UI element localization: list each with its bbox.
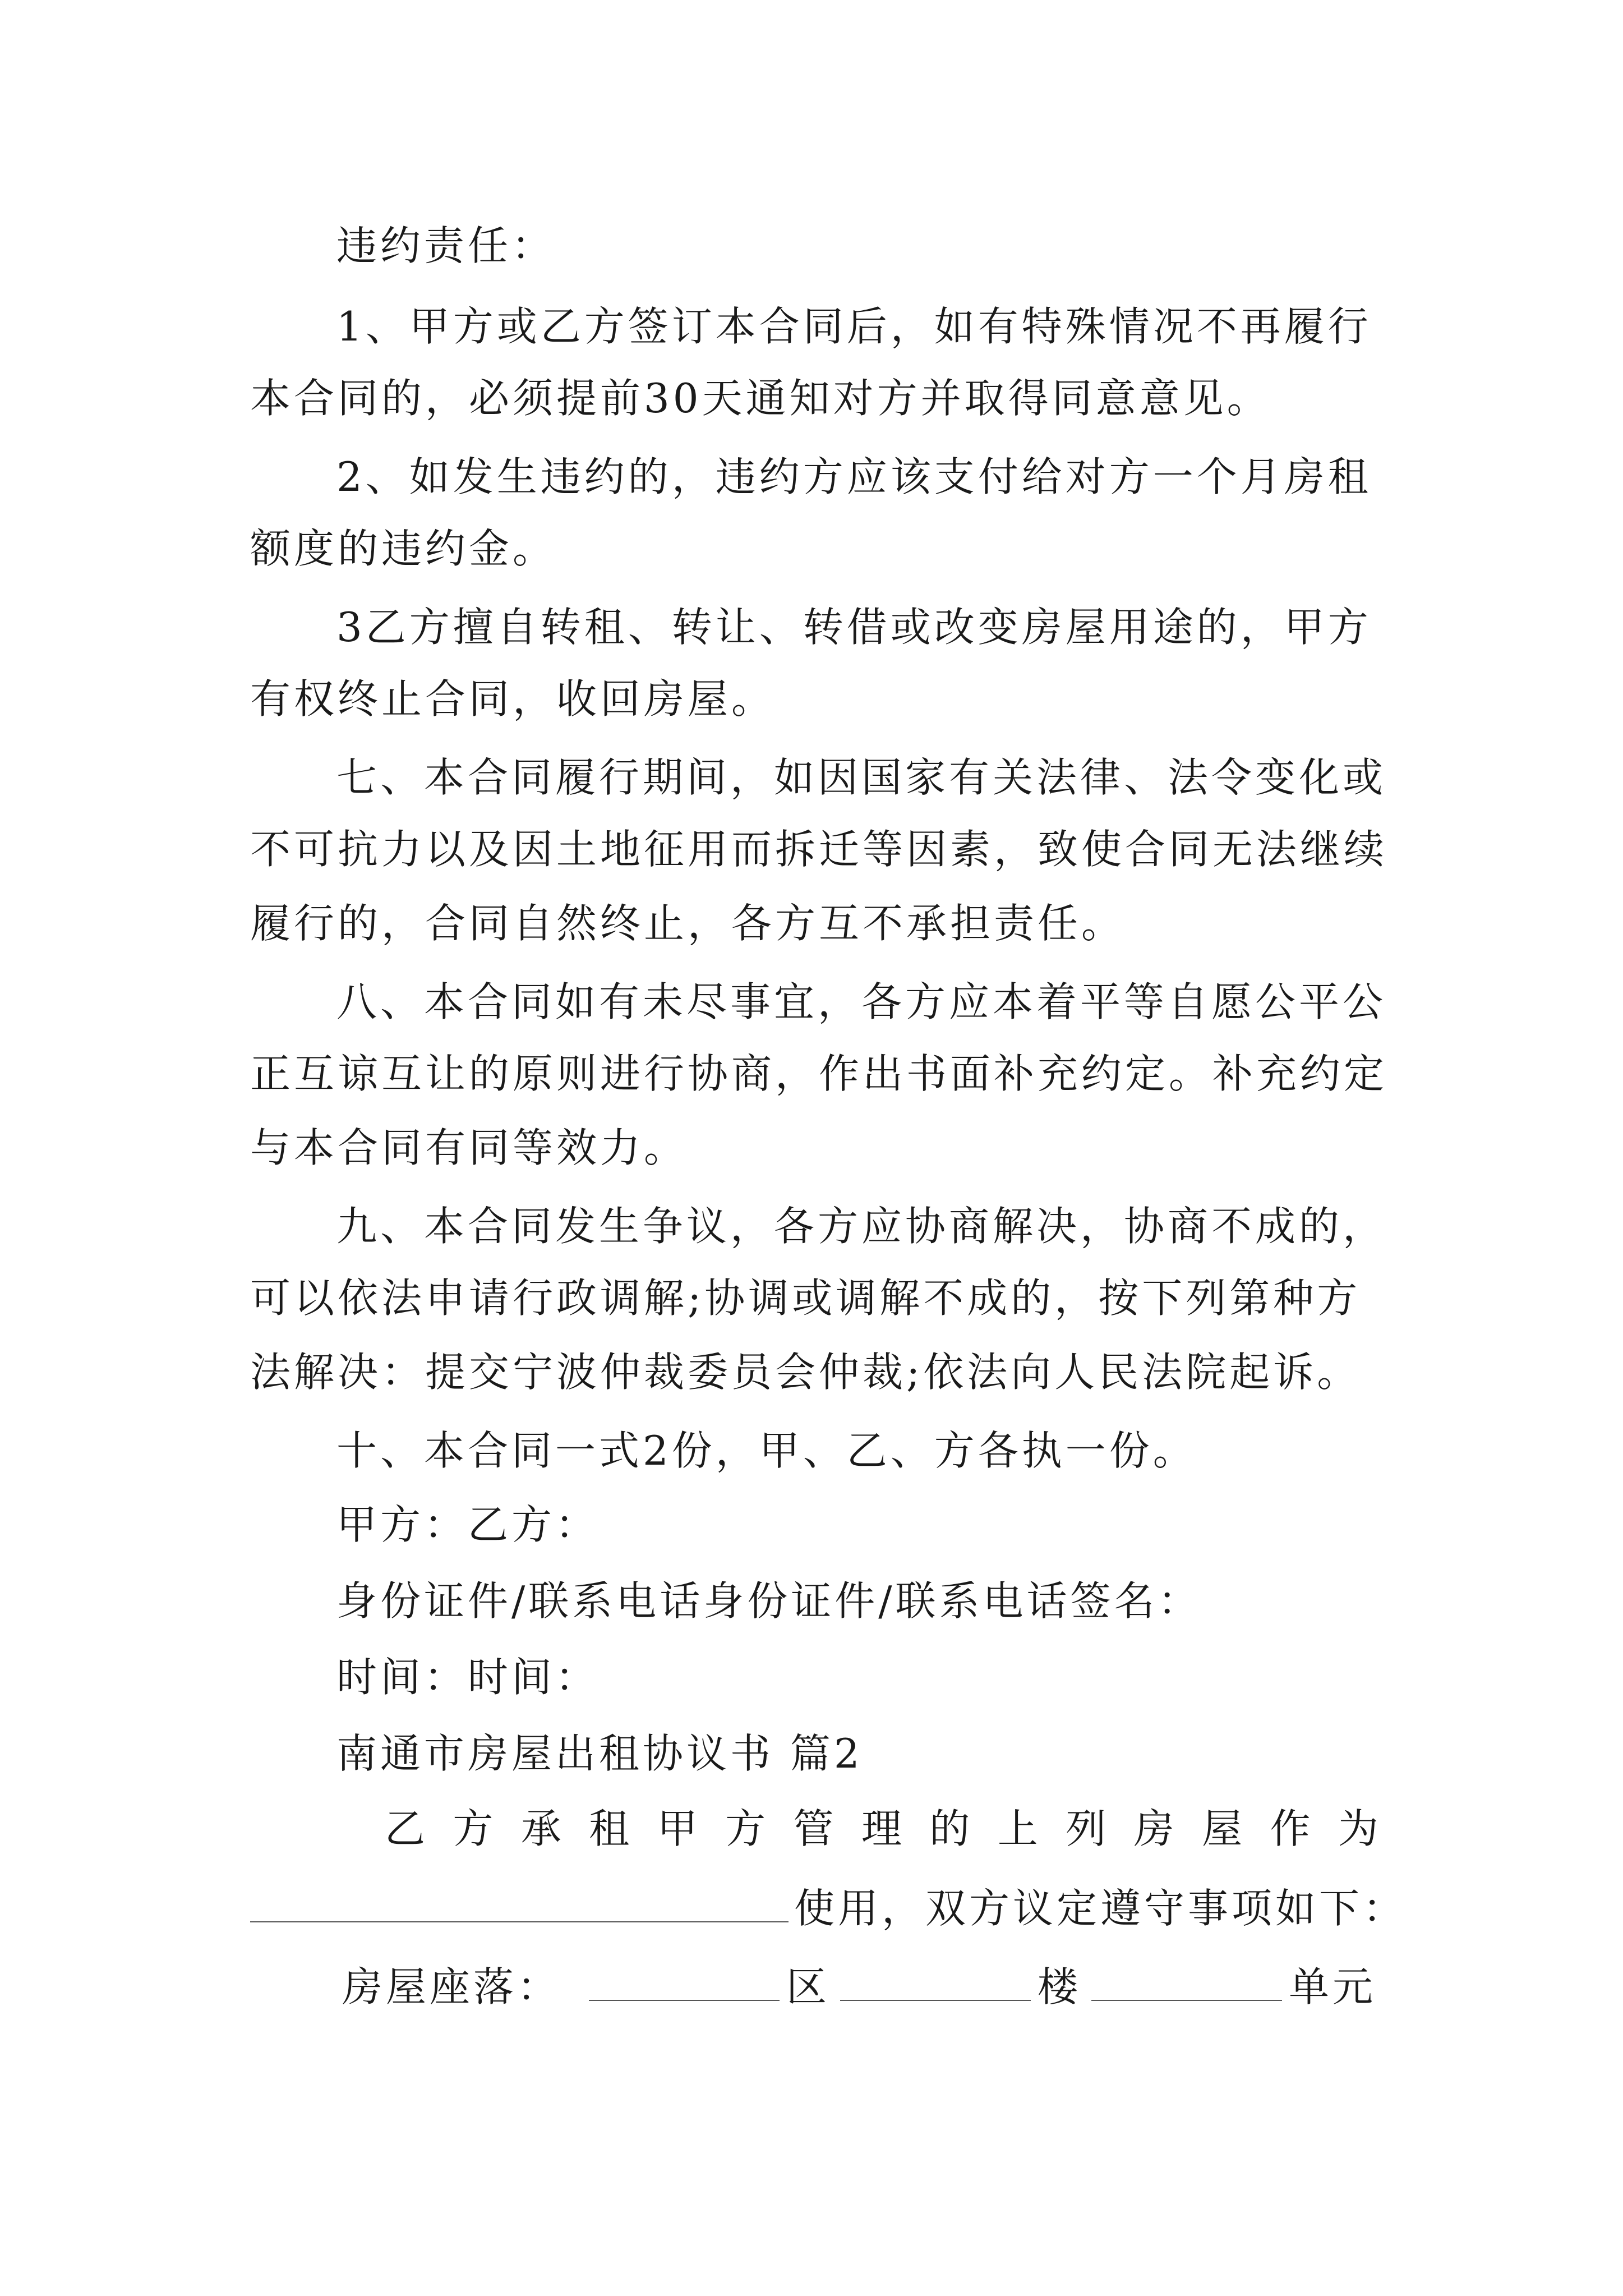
district-blank[interactable] <box>589 1961 780 2001</box>
spread-char: 的 <box>929 1805 970 1852</box>
paragraph-line: 有权终止合同，收回房屋。 <box>250 675 776 723</box>
spread-char: 方 <box>725 1805 766 1852</box>
paragraph-line: 九、本合同发生争议，各方应协商解决，协商不成的， <box>336 1203 1387 1250</box>
paragraph-line: 不可抗力以及因土地征用而拆迁等因素，致使合同无法继续 <box>250 826 1388 873</box>
usage-line <box>250 1880 1407 1936</box>
district-label: 区 <box>786 1963 831 2010</box>
building-label: 楼 <box>1038 1963 1082 2010</box>
location-line <box>342 1959 1376 2015</box>
paragraph-line: 额度的违约金。 <box>250 525 557 572</box>
paragraph-line: 正互谅互让的原则进行协商，作出书面补充约定。补充约定 <box>250 1050 1388 1097</box>
section-title: 南通市房屋出租协议书 篇2 <box>336 1730 863 1777</box>
spread-char: 甲 <box>657 1805 698 1852</box>
spread-char: 上 <box>997 1805 1038 1852</box>
spread-char: 乙 <box>385 1805 426 1852</box>
paragraph-line: 法解决：提交宁波仲裁委员会仲裁;依法向人民法院起诉。 <box>250 1349 1361 1396</box>
building-blank[interactable] <box>840 1961 1031 2001</box>
paragraph-line: 十、本合同一式2份，甲、乙、方各执一份。 <box>336 1427 1197 1474</box>
unit-label: 单元 <box>1289 1963 1377 2010</box>
location-label: 房屋座落： <box>342 1963 561 2010</box>
spread-char: 方 <box>453 1805 494 1852</box>
paragraph-line: 七、本合同履行期间，如因国家有关法律、法令变化或 <box>336 754 1387 801</box>
usage-text: 使用，双方议定遵守事项如下： <box>794 1885 1407 1932</box>
spread-char: 列 <box>1066 1805 1106 1852</box>
paragraph-line: 八、本合同如有未尽事宜，各方应本着平等自愿公平公 <box>336 978 1387 1025</box>
usage-blank[interactable] <box>250 1882 789 1922</box>
spread-char: 作 <box>1270 1805 1311 1852</box>
spread-char: 理 <box>861 1805 902 1852</box>
paragraph-line: 可以依法申请行政调解;协调或调解不成的，按下列第种方 <box>250 1274 1361 1322</box>
unit-blank[interactable] <box>1091 1961 1282 2001</box>
spread-char: 为 <box>1338 1805 1378 1852</box>
signature-id-phone: 身份证件/联系电话身份证件/联系电话签名： <box>336 1577 1202 1625</box>
spread-char: 承 <box>520 1805 561 1852</box>
spread-char: 房 <box>1133 1805 1174 1852</box>
paragraph-line: 2、如发生违约的，违约方应该支付给对方一个月房租 <box>336 453 1372 500</box>
paragraph-line: 3乙方擅自转租、转让、转借或改变房屋用途的，甲方 <box>336 604 1372 651</box>
paragraph-line: 违约责任： <box>336 222 556 269</box>
signature-date: 时间：时间： <box>336 1654 600 1701</box>
spread-char: 管 <box>793 1805 834 1852</box>
paragraph-line: 本合同的，必须提前30天通知对方并取得同意意见。 <box>250 375 1271 422</box>
spread-char: 租 <box>589 1805 630 1852</box>
spread-char: 屋 <box>1202 1805 1243 1852</box>
paragraph-line: 1、甲方或乙方签订本合同后，如有特殊情况不再履行 <box>336 303 1372 350</box>
paragraph-line: 履行的，合同自然终止，各方互不承担责任。 <box>250 900 1126 947</box>
paragraph-line: 与本合同有同等效力。 <box>250 1124 688 1171</box>
signature-parties: 甲方：乙方： <box>336 1501 600 1548</box>
spread-line <box>385 1801 1378 1857</box>
